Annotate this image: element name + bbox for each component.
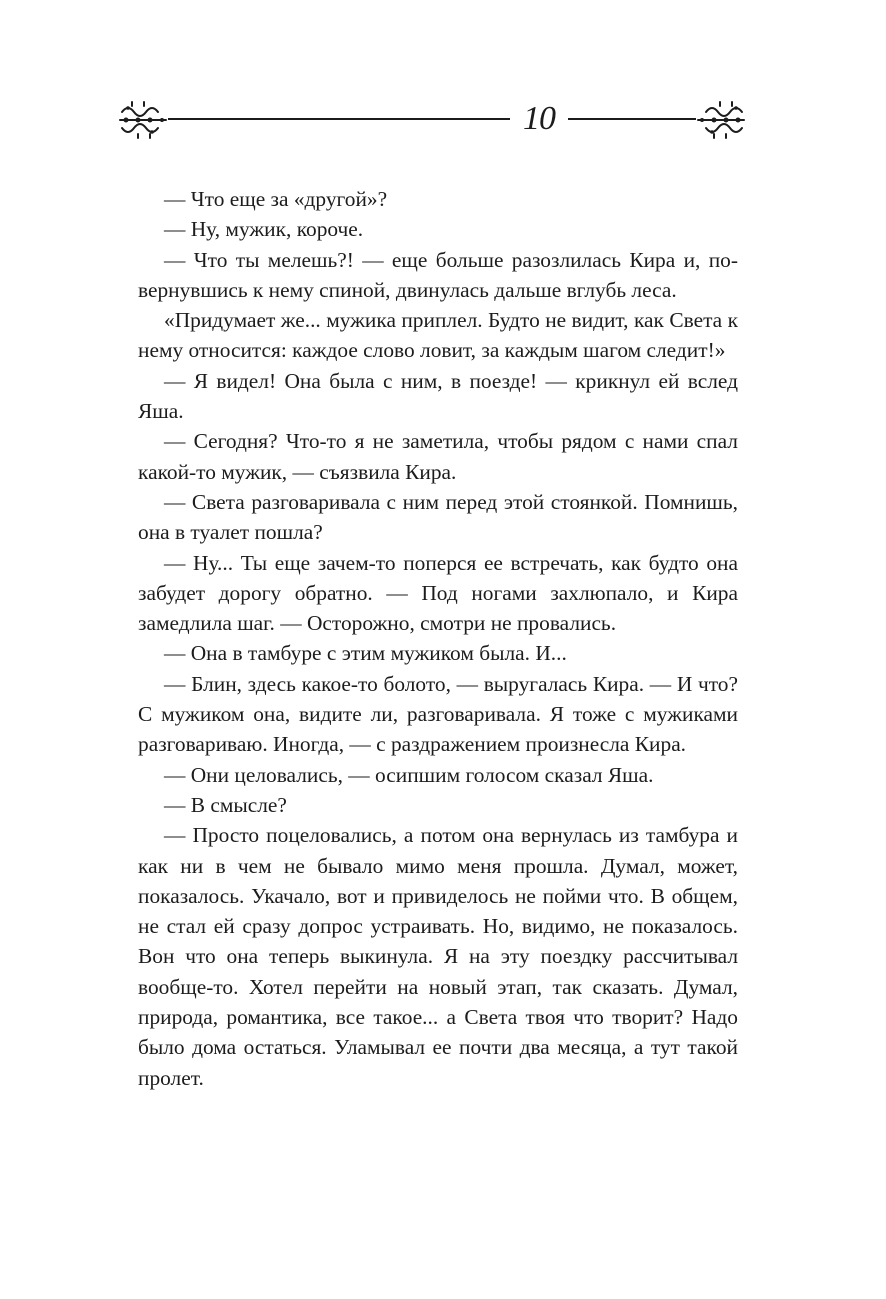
paragraph: — Света разговаривала с ним перед этой стоянкой. Помнишь, она в туалет пошла? [138, 489, 738, 545]
paragraph: — Ну... Ты еще зачем-то поперся ее встречать, как будто она забудет дорогу обратно. — Под ногами захлюпало, и Кира замедлила шаг. — Осторожно, смотри не провались. [138, 550, 738, 636]
paragraph: — Я видел! Она была с ним, в поезде! — крикнул ей вслед Яша. [138, 368, 738, 424]
vine-ornament-icon [118, 100, 168, 140]
paragraph: — Ну, мужик, короче. [164, 217, 364, 242]
page-header [118, 94, 746, 144]
paragraph: — Просто поцеловались, а потом она вернулась из тамбура и как ни в чем не бывало мимо меня прошла. Думал, может, показалось. Укачало, вот и привиделось не пойми что. В общем, не стал ей сразу допрос устраивать. Но, видимо, не показалось. Вон что она теперь выкинула. Я на эту поездку рассчитывал вообще-то. Хотел перейти на новый этап, так сказать. Думал, природа, романтика, все такое... а Света твоя что творит? Надо было дома остаться. Уламывал ее почти два месяца, а тут такой пролет. [138, 823, 738, 1090]
vine-ornament-icon [696, 100, 746, 140]
paragraph: — Блин, здесь какое-то болото, — выругалась Кира. — И что? С мужиком она, видите ли, разговаривала. Я тоже с мужиками разговариваю. Иногда, — с раздражением произнесла Кира. [138, 671, 738, 757]
paragraph: — Она в тамбуре с этим мужиком была. И... [164, 641, 567, 666]
body-text [138, 184, 738, 1093]
header-rule-left [168, 118, 510, 120]
paragraph: — В смысле? [164, 792, 287, 817]
paragraph: — Они целовались, — осипшим голосом сказал Яша. [164, 762, 654, 787]
page-number: 10 [510, 98, 568, 140]
header-rule-right [568, 118, 696, 120]
paragraph: — Что еще за «другой»? [164, 187, 388, 211]
paragraph: — Сегодня? Что-то я не заметила, чтобы рядом с нами спал какой-то мужик, — съязвила Кира. [138, 429, 738, 484]
paragraph: — Что ты мелешь?! — еще больше разозлилась Кира и, повернувшись к нему спиной, двинулась дальше вглубь леса. [138, 247, 738, 302]
paragraph: «Придумает же... мужика приплел. Будто не видит, как Света к нему относится: каждое слово ловит, за каждым шагом следит!» [138, 308, 738, 363]
